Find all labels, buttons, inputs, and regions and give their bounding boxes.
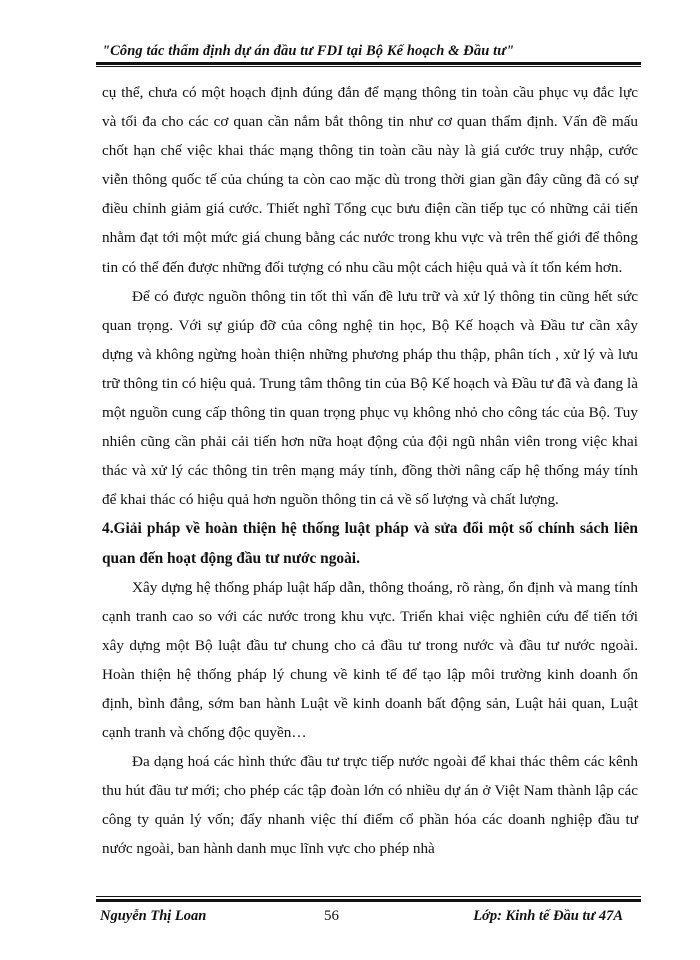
paragraph-legal-system: Xây dựng hệ thống pháp luật hấp dẫn, thông thoáng, rõ ràng, ổn định và mang tính cạnh tranh cao so với các nước trong khu vực. Triển khai việc nghiên cứu để tiến tới xây dựng một Bộ luật đầu tư chung cho cả đầu tư trong nước và đầu tư nước ngoài. Hoàn thiện hệ thống pháp lý chung về kinh tế để tạo lập môi trường kinh doanh ổn định, bình đẳng, sớm ban hành Luật về kinh doanh bất động sản, Luật hải quan, Luật cạnh tranh và chống độc quyền… <box>102 578 638 742</box>
body-text <box>102 78 638 864</box>
header-rule-thin <box>96 66 641 67</box>
page-number: 56 <box>324 908 339 924</box>
footer-author: Nguyễn Thị Loan <box>100 908 207 924</box>
footer-class-label: Lớp: Kinh tế Đầu tư 47A <box>473 908 623 924</box>
footer-rule-thick <box>96 899 641 902</box>
header-title: "Công tác thẩm định dự án đầu tư FDI tại Bộ Kế hoạch & Đầu tư" <box>102 43 515 59</box>
paragraph-investment-forms: Đa dạng hoá các hình thức đầu tư trực tiếp nước ngoài để khai thác thêm các kênh thu hút đầu tư mới; cho phép các tập đoàn lớn có nhiều dự án ở Việt Nam thành lập các công ty quản lý vốn; đẩy nhanh việc thí điểm cổ phần hóa các doanh nghiệp đầu tư nước ngoài, ban hành danh mục lĩnh vực cho phép nhà <box>102 753 638 858</box>
paragraph-information-storage: Để có được nguồn thông tin tốt thì vấn đề lưu trữ và xử lý thông tin cũng hết sức quan trọng. Với sự giúp đỡ của công nghệ tin học, Bộ Kế hoạch và Đầu tư cần xây dựng và không ngừng hoàn thiện những phương pháp thu thập, phân tích , xử lý và lưu trữ thông tin có hiệu quả. Trung tâm thông tin của Bộ Kế hoạch và Đầu tư đã và đang là một nguồn cung cấp thông tin quan trọng phục vụ không nhỏ cho công tác của Bộ. Tuy nhiên cũng cần phải cải tiến hơn nữa hoạt động của đội ngũ nhân viên trong việc khai thác và xử lý các thông tin trên mạng máy tính, đồng thời nâng cấp hệ thống máy tính để khai thác có hiệu quả hơn nguồn thông tin cả về số lượng và chất lượng. <box>102 287 638 509</box>
page-header <box>96 40 641 66</box>
section-heading-legal-solutions: 4.Giải pháp về hoàn thiện hệ thống luật pháp và sửa đổi một số chính sách liên quan đến hoạt động đầu tư nước ngoài. <box>102 520 638 567</box>
header-rule-thick <box>96 62 641 65</box>
paragraph-internet-costs: cụ thể, chưa có một hoạch định đúng đắn để mạng thông tin toàn cầu phục vụ đắc lực và tối đa cho các cơ quan cần nắm bắt thông tin như cơ quan thẩm định. Vấn đề mấu chốt hạn chế việc khai thác mạng thông tin toàn cầu này là giá cước truy nhập, cước viễn thông quốc tế của chúng ta còn cao mặc dù trong thời gian gần đây cũng đã có sự điều chỉnh giảm giá cước. Thiết nghĩ Tổng cục bưu điện cần tiếp tục có những cải tiến nhằm đạt tới một mức giá chung bằng các nước trong khu vực và trên thế giới để thông tin có thể đến được những đối tượng có nhu cầu một cách hiệu quả và ít tốn kém hơn. <box>102 84 638 276</box>
footer-rule-thin <box>96 896 641 897</box>
page-footer <box>96 896 641 936</box>
